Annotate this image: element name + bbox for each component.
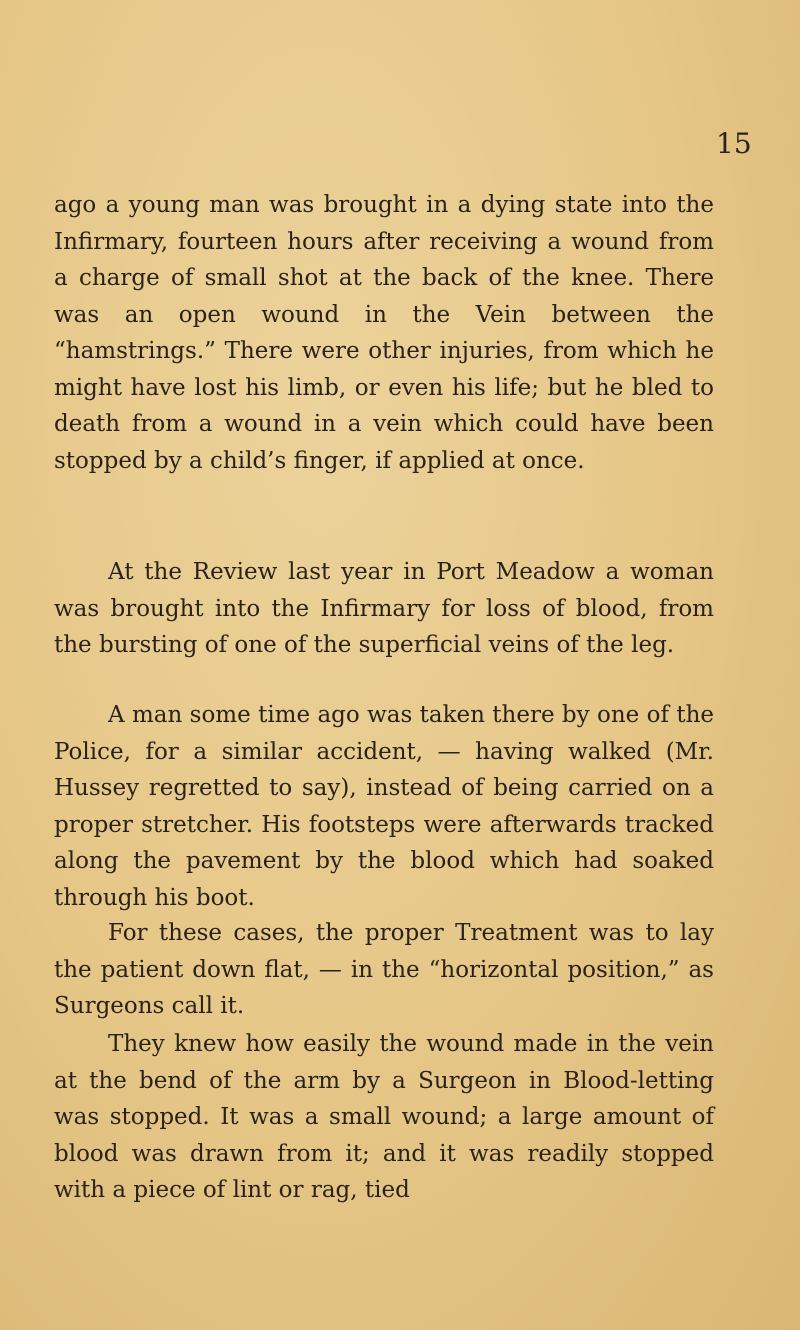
- paragraph-port-meadow: [54, 554, 714, 664]
- paragraph-treatment: [54, 915, 714, 1025]
- paragraph-text: They knew how easily the wound made in the vein at the bend of the arm by a Surgeon in Blood-letting was stopped. It was a small wound; a large amount of blood was drawn from it; and it was readily stopped with a piece of lint or rag, tied: [54, 1031, 714, 1203]
- paragraph-text: ago a young man was brought in a dying state into the Infirmary, fourteen hours after receiving a wound from a charge of small shot at the back of the knee. There was an open wound in the Vein between the “hamstrings.” There were other injuries, from which he might have lost his limb, or even his life; but he bled to death from a wound in a vein which could have been stopped by a child’s finger, if applied at once.: [54, 192, 714, 474]
- paragraph-blood-letting: [54, 1026, 714, 1209]
- paragraph-text: For these cases, the proper Treatment was to lay the patient down flat, — in the “horizontal position,” as Surgeons call it.: [54, 920, 714, 1019]
- paragraph-text: At the Review last year in Port Meadow a woman was brought into the Infirmary for loss of blood, from the bursting of one of the superficial veins of the leg.: [54, 559, 714, 658]
- paragraph-young-man: [54, 187, 714, 479]
- paragraph-police: [54, 697, 714, 916]
- paragraph-text: A man some time ago was taken there by one of the Police, for a similar accident, — having walked (Mr. Hussey regretted to say), instead of being carried on a proper stretcher. His footsteps were afterwards tracked along the pavement by the blood which had soaked through his boot.: [54, 702, 714, 911]
- page-number: 15: [716, 127, 752, 160]
